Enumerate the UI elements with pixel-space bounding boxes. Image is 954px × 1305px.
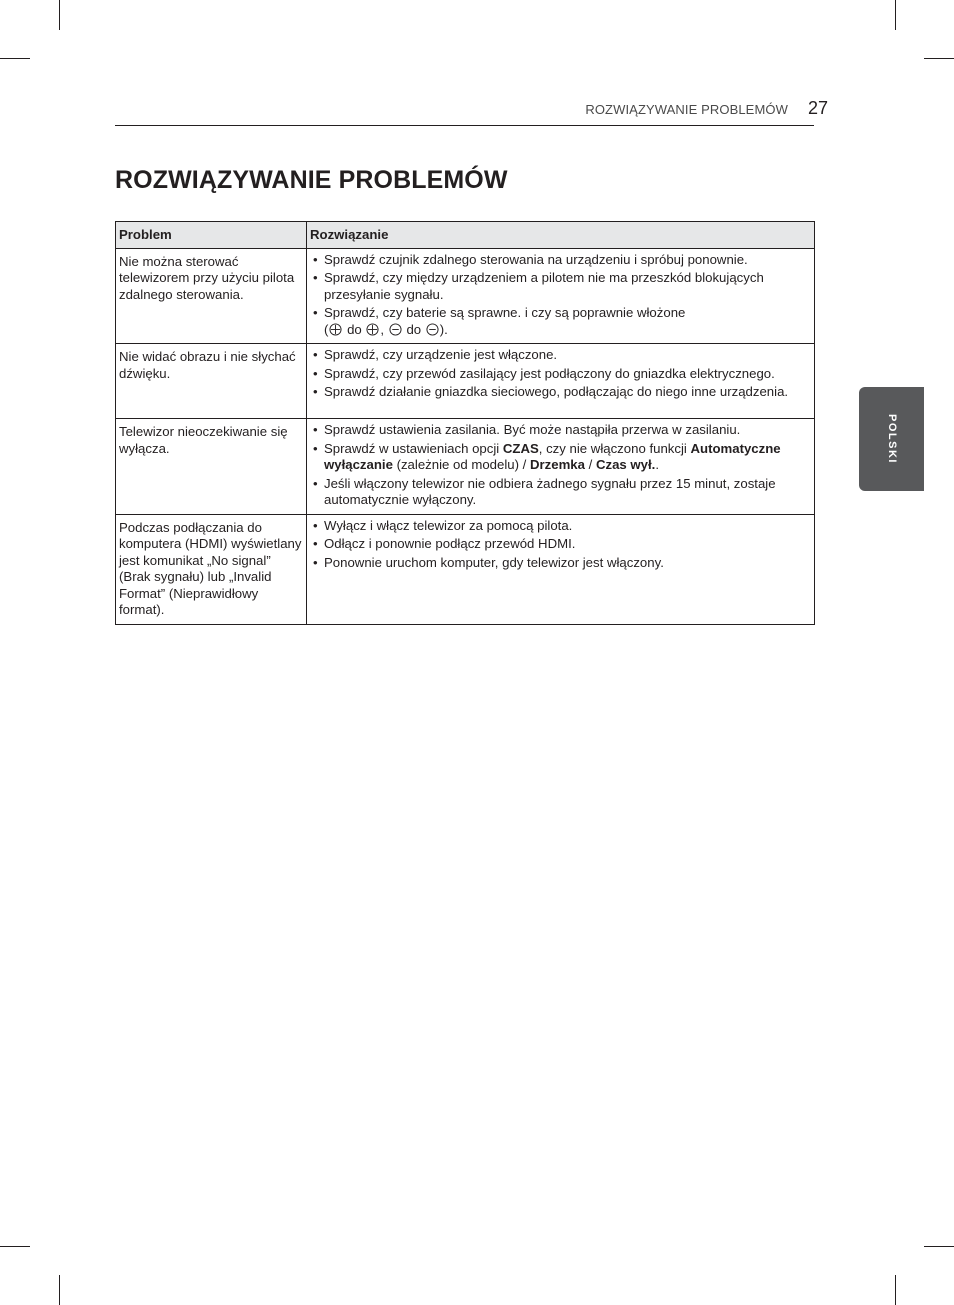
crop-mark-bottom-left-horizontal	[0, 1246, 30, 1247]
language-side-tab	[859, 387, 924, 491]
table-row	[116, 344, 815, 419]
menu-option-off-time: Czas wył.	[595, 457, 656, 472]
solution-item: • Sprawdź, czy między urządzeniem a pilotem nie ma przeszkód blokujących przesyłanie sygnału.	[313, 270, 808, 303]
menu-option-sleep: Drzemka	[529, 457, 585, 472]
table-header-row	[116, 222, 815, 249]
solution-cell	[307, 419, 815, 515]
page-title: ROZWIĄZYWANIE PROBLEMÓW	[115, 166, 508, 194]
table-row	[116, 419, 815, 515]
note-to: do	[347, 321, 362, 337]
running-header-section: ROZWIĄZYWANIE PROBLEMÓW	[585, 102, 788, 117]
solution-item: • Sprawdź, czy przewód zasilający jest podłączony do gniazdka elektrycznego.	[313, 366, 808, 383]
crop-mark-top-left-horizontal	[0, 58, 30, 59]
crop-mark-bottom-left-vertical	[59, 1275, 60, 1305]
note-close: ).	[439, 321, 448, 337]
troubleshooting-table	[115, 221, 815, 625]
crop-mark-top-right-horizontal	[924, 58, 954, 59]
solution-item: • Wyłącz i włącz telewizor za pomocą pilota.	[313, 518, 808, 535]
battery-orientation-note	[324, 322, 448, 337]
battery-plus-icon	[366, 323, 379, 336]
battery-plus-icon	[329, 323, 342, 336]
solution-item: • Jeśli włączony telewizor nie odbiera żadnego sygnału przez 15 minut, zostaje automatycznie wyłączony.	[313, 476, 808, 509]
solution-item: • Sprawdź ustawienia zasilania. Być może nastąpiła przerwa w zasilaniu.	[313, 422, 808, 439]
header-rule	[115, 125, 814, 126]
solution-list	[313, 518, 808, 572]
column-header-solution: Rozwiązanie	[307, 222, 815, 249]
crop-mark-top-right-vertical	[895, 0, 896, 30]
solution-text: Sprawdź w ustawieniach opcji	[324, 440, 503, 456]
solution-item: • Sprawdź działanie gniazdka sieciowego, podłączając do niego inne urządzenia.	[313, 384, 808, 401]
solution-text: Sprawdź, czy baterie są sprawne. i czy są poprawnie włożone	[324, 305, 686, 320]
note-to: do	[406, 321, 422, 337]
crop-mark-bottom-right-vertical	[895, 1275, 896, 1305]
column-header-problem: Problem	[116, 222, 307, 249]
page-number: 27	[807, 98, 828, 118]
crop-mark-top-left-vertical	[59, 0, 60, 30]
running-header	[585, 98, 828, 119]
problem-cell: Nie widać obrazu i nie słychać dźwięku.	[116, 344, 307, 419]
solution-cell	[307, 514, 815, 624]
solution-cell	[307, 344, 815, 419]
solution-item	[313, 441, 808, 474]
solution-text: .	[655, 457, 660, 472]
solution-list	[313, 422, 808, 509]
problem-cell: Nie można sterować telewizorem przy użyciu pilota zdalnego sterowania.	[116, 248, 307, 344]
battery-minus-icon	[389, 323, 402, 336]
menu-option-czas: CZAS	[502, 440, 539, 456]
solution-list	[313, 347, 808, 401]
solution-text: /	[584, 457, 596, 472]
solution-item: • Sprawdź czujnik zdalnego sterowania na urządzeniu i spróbuj ponownie.	[313, 252, 808, 269]
solution-item: • Sprawdź, czy urządzenie jest włączone.	[313, 347, 808, 364]
solution-text: (zależnie od modelu) /	[392, 457, 530, 472]
solution-item	[313, 305, 808, 338]
battery-minus-icon	[426, 323, 439, 336]
note-open: (	[324, 321, 329, 337]
solution-cell	[307, 248, 815, 344]
menu-option-auto-off: Automatyczne wyłączanie	[324, 440, 781, 472]
language-tab-label: POLSKI	[885, 414, 898, 464]
table-row	[116, 514, 815, 624]
problem-cell: Telewizor nieoczekiwanie się wyłącza.	[116, 419, 307, 515]
solution-item: • Ponownie uruchom komputer, gdy telewizor jest włączony.	[313, 555, 808, 572]
crop-mark-bottom-right-horizontal	[924, 1246, 954, 1247]
problem-cell: Podczas podłączania do komputera (HDMI) wyświetlany jest komunikat „No signal” (Brak sygnału) lub „Invalid Format” (Nieprawidłowy format).	[116, 514, 307, 624]
solution-list	[313, 252, 808, 339]
note-comma: ,	[380, 321, 385, 337]
solution-item: • Odłącz i ponownie podłącz przewód HDMI.	[313, 536, 808, 553]
solution-text: , czy nie włączono funkcji	[538, 440, 691, 456]
table-row	[116, 248, 815, 344]
